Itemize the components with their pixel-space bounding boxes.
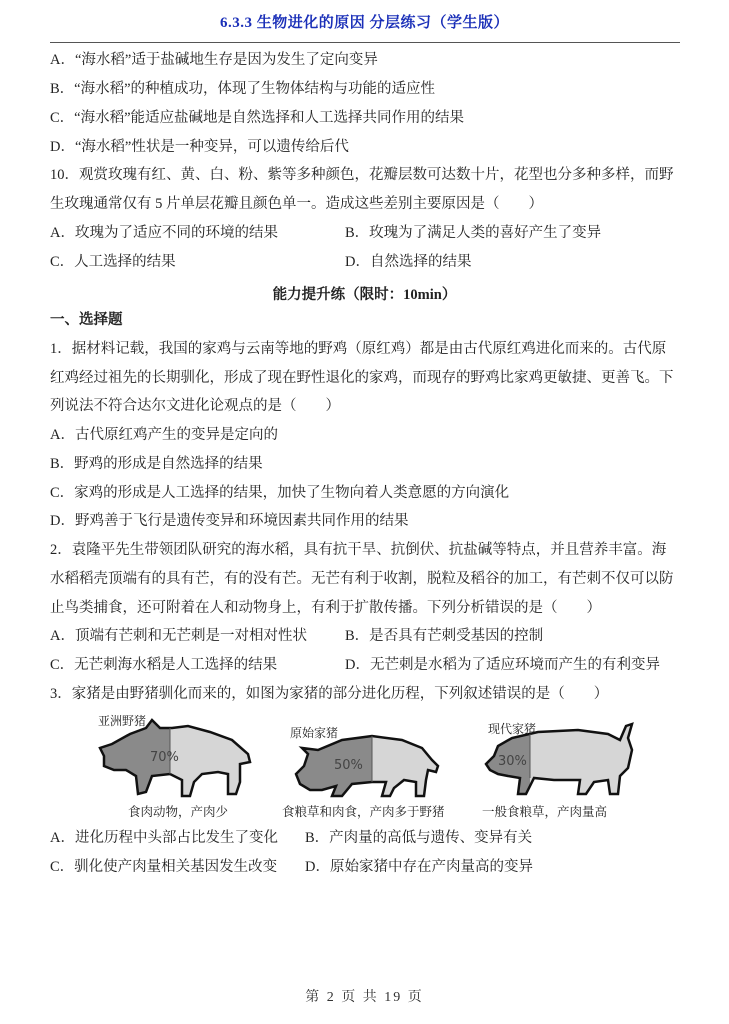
head-percent-label: 30% — [498, 754, 527, 769]
primitive-pig-icon — [282, 710, 462, 800]
q3-stem: 3．家猪是由野猪驯化而来的，如图为家猪的部分进化历程，下列叙述错误的是（ ） — [50, 686, 609, 702]
section-subtitle: 一、选择题 — [50, 312, 123, 328]
modern-pig-icon — [468, 710, 640, 800]
q10-option-d: D．自然选择的结果 — [345, 254, 472, 270]
q10-option-c: C．人工选择的结果 — [50, 254, 176, 270]
q3-option-a: A．进化历程中头部占比发生了变化 — [50, 830, 278, 846]
q10-stem-line1: 10．观赏玫瑰有红、黄、白、粉、紫等多种颜色，花瓣层数可达数十片，花型也分多种多样，而野 — [50, 167, 674, 183]
pig-name-label: 亚洲野猪 — [98, 714, 147, 728]
q9-option-d: D．“海水稻”性状是一种变异，可以遗传给后代 — [50, 139, 349, 155]
q2-stem-line1: 2．袁隆平先生带领团队研究的海水稻，具有抗干旱、抗倒伏、抗盐碱等特点，并且营养丰富。海 — [50, 542, 667, 558]
q1-option-c: C．家鸡的形成是人工选择的结果，加快了生物向着人类意愿的方向演化 — [50, 485, 510, 501]
q1-stem-line1: 1．据材料记载，我国的家鸡与云南等地的野鸡（原红鸡）都是由古代原红鸡进化而来的。古代原 — [50, 341, 667, 357]
pig-name-label: 现代家猪 — [488, 722, 537, 736]
pig-caption: 食粮草和肉食，产肉多于野猪 — [282, 804, 445, 819]
q9-option-a: A．“海水稻”适于盐碱地生存是因为发生了定向变异 — [50, 52, 378, 68]
q2-option-c: C．无芒刺海水稻是人工选择的结果 — [50, 657, 278, 673]
pig-evolution-figure — [90, 710, 640, 822]
q3-option-d: D．原始家猪中存在产肉量高的变异 — [305, 859, 533, 875]
q2-stem-line3: 止鸟类捕食，还可附着在人和动物身上，有利于扩散传播。下列分析错误的是（ ） — [50, 600, 601, 616]
pig-caption: 一般食粮草，产肉量高 — [482, 804, 608, 819]
document-header-title: 6.3.3 生物进化的原因 分层练习（学生版） — [219, 15, 509, 31]
q10-stem-line2: 生玫瑰通常仅有 5 片单层花瓣且颜色单一。造成这些差别主要原因是（ ） — [50, 196, 543, 212]
section-title: 能力提升练（限时：10min） — [272, 287, 457, 303]
q3-option-b: B．产肉量的高低与遗传、变异有关 — [305, 830, 533, 846]
header-divider — [50, 42, 680, 43]
q9-option-b: B．“海水稻”的种植成功，体现了生物体结构与功能的适应性 — [50, 81, 436, 97]
q2-stem-line2: 水稻稻壳顶端有的具有芒，有的没有芒。无芒有利于收割，脱粒及稻谷的加工，有芒刺不仅可以防 — [50, 571, 674, 587]
pig-asian-wild-boar — [90, 710, 260, 822]
q10-option-b: B．玫瑰为了满足人类的喜好产生了变异 — [345, 225, 602, 241]
q1-option-a: A．古代原红鸡产生的变异是定向的 — [50, 427, 278, 443]
q1-option-b: B．野鸡的形成是自然选择的结果 — [50, 456, 263, 472]
page-number: 第 2 页 共 19 页 — [305, 990, 424, 1005]
q1-stem-line3: 列说法不符合达尔文进化论观点的是（ ） — [50, 398, 340, 414]
q1-option-d: D．野鸡善于飞行是遗传变异和环境因素共同作用的结果 — [50, 513, 409, 529]
q1-stem-line2: 红鸡经过祖先的长期驯化，形成了现在野性退化的家鸡，而现存的野鸡比家鸡更敏捷、更善飞。下 — [50, 370, 674, 386]
q10-option-a: A．玫瑰为了适应不同的环境的结果 — [50, 225, 278, 241]
head-percent-label: 50% — [334, 758, 363, 773]
q2-option-b: B．是否具有芒刺受基因的控制 — [345, 628, 544, 644]
pig-modern-domestic — [468, 710, 640, 822]
pig-caption: 食肉动物，产肉少 — [128, 804, 229, 819]
pig-name-label: 原始家猪 — [290, 726, 339, 740]
q3-option-c: C．驯化使产肉量相关基因发生改变 — [50, 859, 278, 875]
head-percent-label: 70% — [150, 750, 179, 765]
pig-primitive-domestic — [282, 710, 462, 822]
q2-option-d: D．无芒刺是水稻为了适应环境而产生的有利变异 — [345, 657, 660, 673]
q9-option-c: C．“海水稻”能适应盐碱地是自然选择和人工选择共同作用的结果 — [50, 110, 465, 126]
q2-option-a: A．顶端有芒刺和无芒刺是一对相对性状 — [50, 628, 307, 644]
